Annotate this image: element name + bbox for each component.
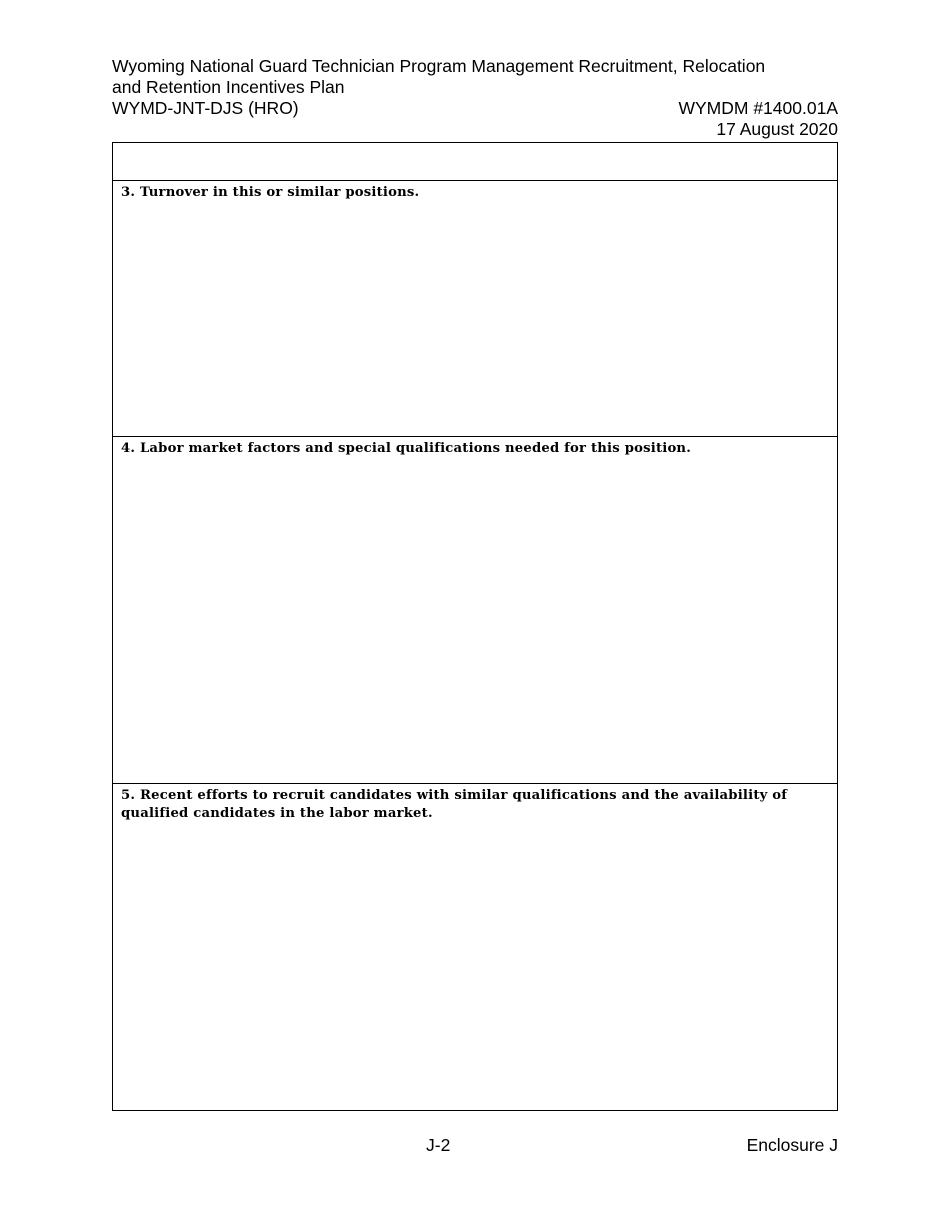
incentive-form-table: [112, 142, 838, 1111]
section-3-turnover-field[interactable]: [113, 180, 837, 436]
section-4-labor-market-field[interactable]: [113, 436, 837, 783]
section-3-label: 3. Turnover in this or similar positions.: [121, 185, 420, 200]
document-number: WYMDM #1400.01A: [678, 98, 838, 118]
header-office-row: [112, 98, 838, 119]
form-top-cell[interactable]: [113, 143, 837, 180]
document-title-line-1: Wyoming National Guard Technician Program Management Recruitment, Relocation: [112, 56, 766, 76]
document-title-line-2: and Retention Incentives Plan: [112, 77, 345, 97]
section-4-label: 4. Labor market factors and special qualifications needed for this position.: [121, 441, 692, 456]
section-5-recruitment-efforts-field[interactable]: [113, 783, 837, 1110]
page-header: [112, 56, 838, 140]
document-date: 17 August 2020: [716, 119, 838, 139]
page-number: J-2: [426, 1135, 451, 1155]
office-symbol: WYMD-JNT-DJS (HRO): [112, 98, 299, 118]
section-5-label: 5. Recent efforts to recruit candidates with similar qualifications and the availability of qualified candidates in the labor market.: [121, 788, 788, 821]
enclosure-label: Enclosure J: [746, 1135, 838, 1155]
